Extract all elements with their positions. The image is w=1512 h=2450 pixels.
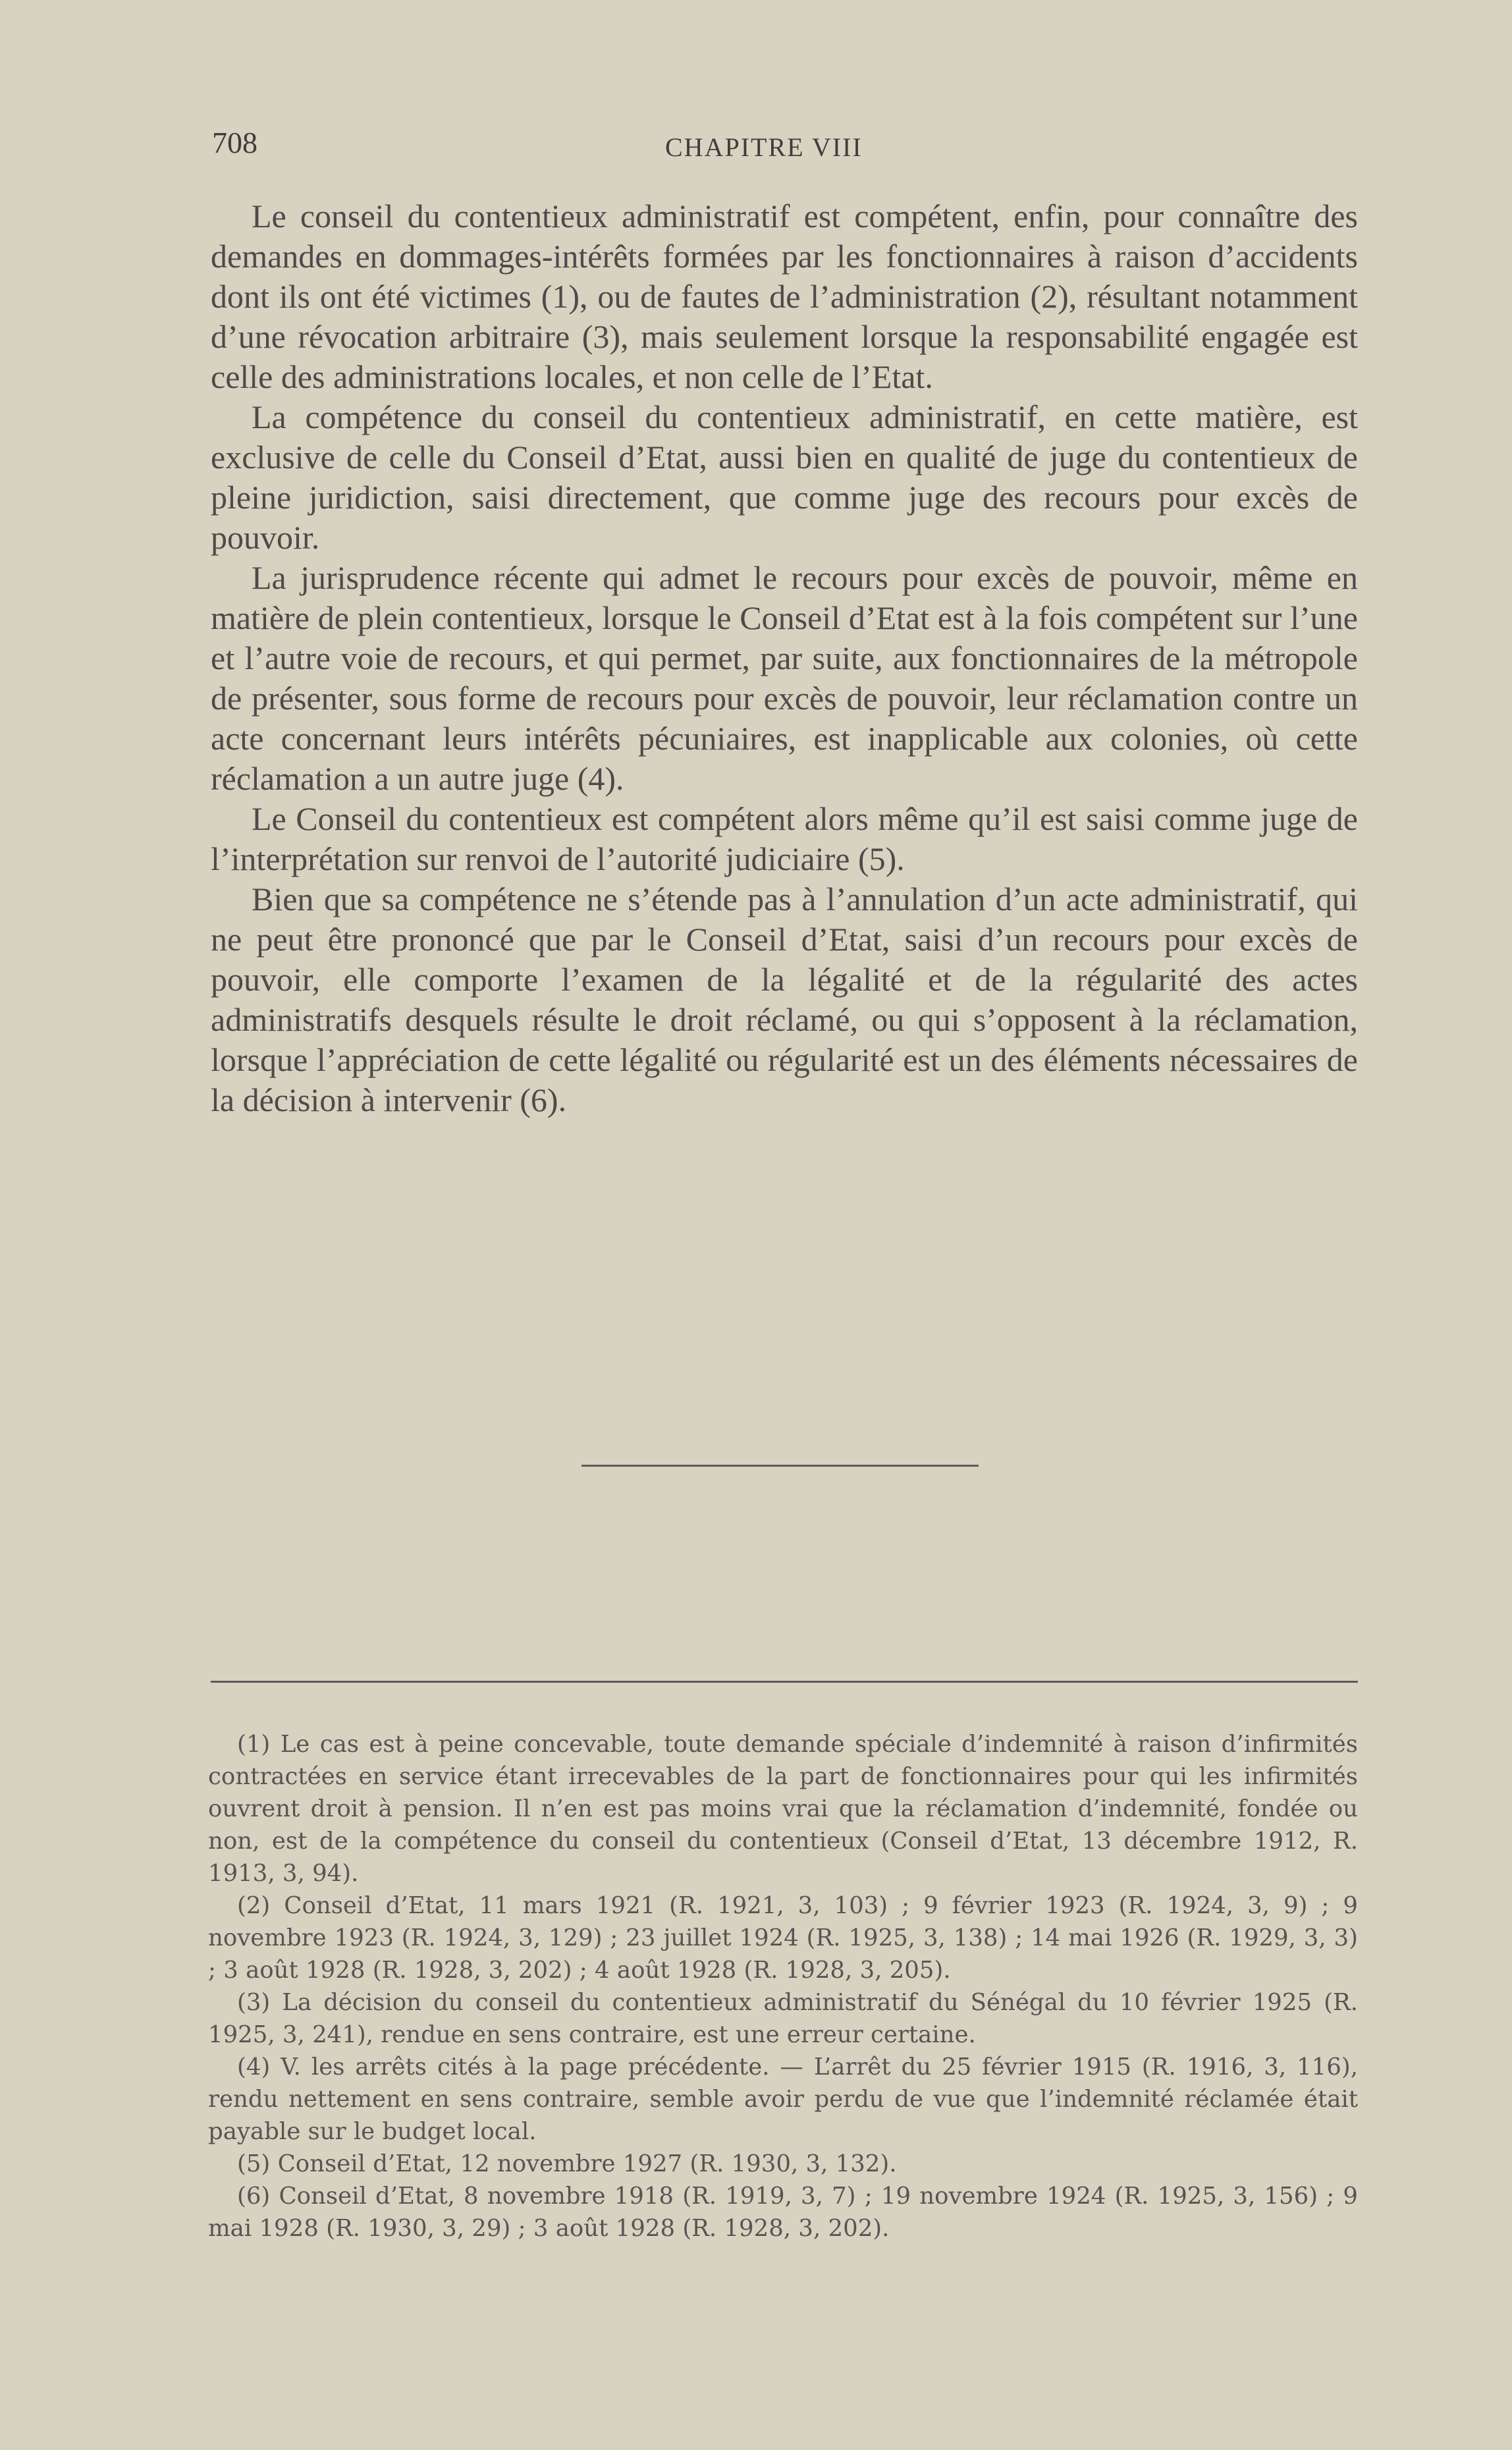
page-number: 708	[212, 126, 257, 159]
footnote-separator	[211, 1681, 1358, 1683]
footnote: (3) La décision du conseil du contentieux administratif du Sénégal du 10 février 1925 (R. 1925, 3, 241), rendue en sens contraire, est une erreur certaine.	[208, 1989, 1358, 2048]
footnote: (4) V. les arrêts cités à la page précédente. — L’arrêt du 25 février 1915 (R. 1916, 3, 116), rendu nettement en sens contraire, semble avoir perdu de vue que l’indemnité réclamée était payable sur le budget local.	[208, 2054, 1358, 2145]
paragraph: La compétence du conseil du contentieux administratif, en cette matière, est exclusive de celle du Conseil d’Etat, aussi bien en qualité de juge du contentieux de pleine juridiction, saisi directement, que comme juge des recours pour excès de pouvoir.	[211, 398, 1358, 556]
paragraph: Bien que sa compétence ne s’étende pas à l’annulation d’un acte administratif, qui ne peut être prononcé que par le Conseil d’Etat, saisi d’un recours pour excès de pouvoir, elle comporte l’examen de la légalité et de la régularité des actes administratifs desquels résulte le droit réclamé, ou qui s’opposent à la réclamation, lorsque l’appréciation de cette légalité ou régularité est un des éléments nécessaires de la décision à intervenir (6).	[211, 881, 1358, 1118]
footnote: (5) Conseil d’Etat, 12 novembre 1927 (R. 1930, 3, 132).	[237, 2150, 897, 2177]
footnote: (2) Conseil d’Etat, 11 mars 1921 (R. 1921, 3, 103) ; 9 février 1923 (R. 1924, 3, 9) ; 9 novembre 1923 (R. 1924, 3, 129) ; 23 juillet 1924 (R. 1925, 3, 138) ; 14 mai 1926 (R. 1929, 3, 3) ; 3 août 1928 (R. 1928, 3, 202) ; 4 août 1928 (R. 1928, 3, 205).	[208, 1892, 1358, 1984]
running-head: CHAPITRE VIII	[665, 132, 863, 162]
paragraph: Le Conseil du contentieux est compétent alors même qu’il est saisi comme juge de l’interprétation sur renvoi de l’autorité judiciaire (5).	[211, 800, 1358, 877]
body-text	[211, 196, 1358, 1120]
footnote: (6) Conseil d’Etat, 8 novembre 1918 (R. 1919, 3, 7) ; 19 novembre 1924 (R. 1925, 3, 156) ; 9 mai 1928 (R. 1930, 3, 29) ; 3 août 1928 (R. 1928, 3, 202).	[208, 2183, 1358, 2242]
paragraph: La jurisprudence récente qui admet le recours pour excès de pouvoir, même en matière de plein contentieux, lorsque le Conseil d’Etat est à la fois compétent sur l’une et l’autre voie de recours, et qui permet, par suite, aux fonctionnaires de la métropole de présenter, sous forme de recours pour excès de pouvoir, leur réclamation contre un acte concernant leurs intérêts pécuniaires, est inapplicable aux colonies, où cette réclamation a un autre juge (4).	[211, 559, 1358, 797]
section-divider	[581, 1465, 979, 1467]
paragraph: Le conseil du contentieux administratif est compétent, enfin, pour connaître des demandes en dommages-intérêts formées par les fonctionnaires à raison d’accidents dont ils ont été victimes (1), ou de fautes de l’administration (2), résultant notamment d’une révocation arbitraire (3), mais seulement lorsque la responsabilité engagée est celle des administrations locales, et non celle de l’Etat.	[211, 198, 1358, 395]
footnote: (1) Le cas est à peine concevable, toute demande spéciale d’indemnité à raison d’infirmités contractées en service étant irrecevables de la part de fonctionnaires pour qui les infirmités ouvrent droit à pension. Il n’en est pas moins vrai que la réclamation d’indemnité, fondée ou non, est de la compétence du conseil du contentieux (Conseil d’Etat, 13 décembre 1912, R. 1913, 3, 94).	[208, 1731, 1358, 1887]
footnotes	[208, 1728, 1358, 2245]
